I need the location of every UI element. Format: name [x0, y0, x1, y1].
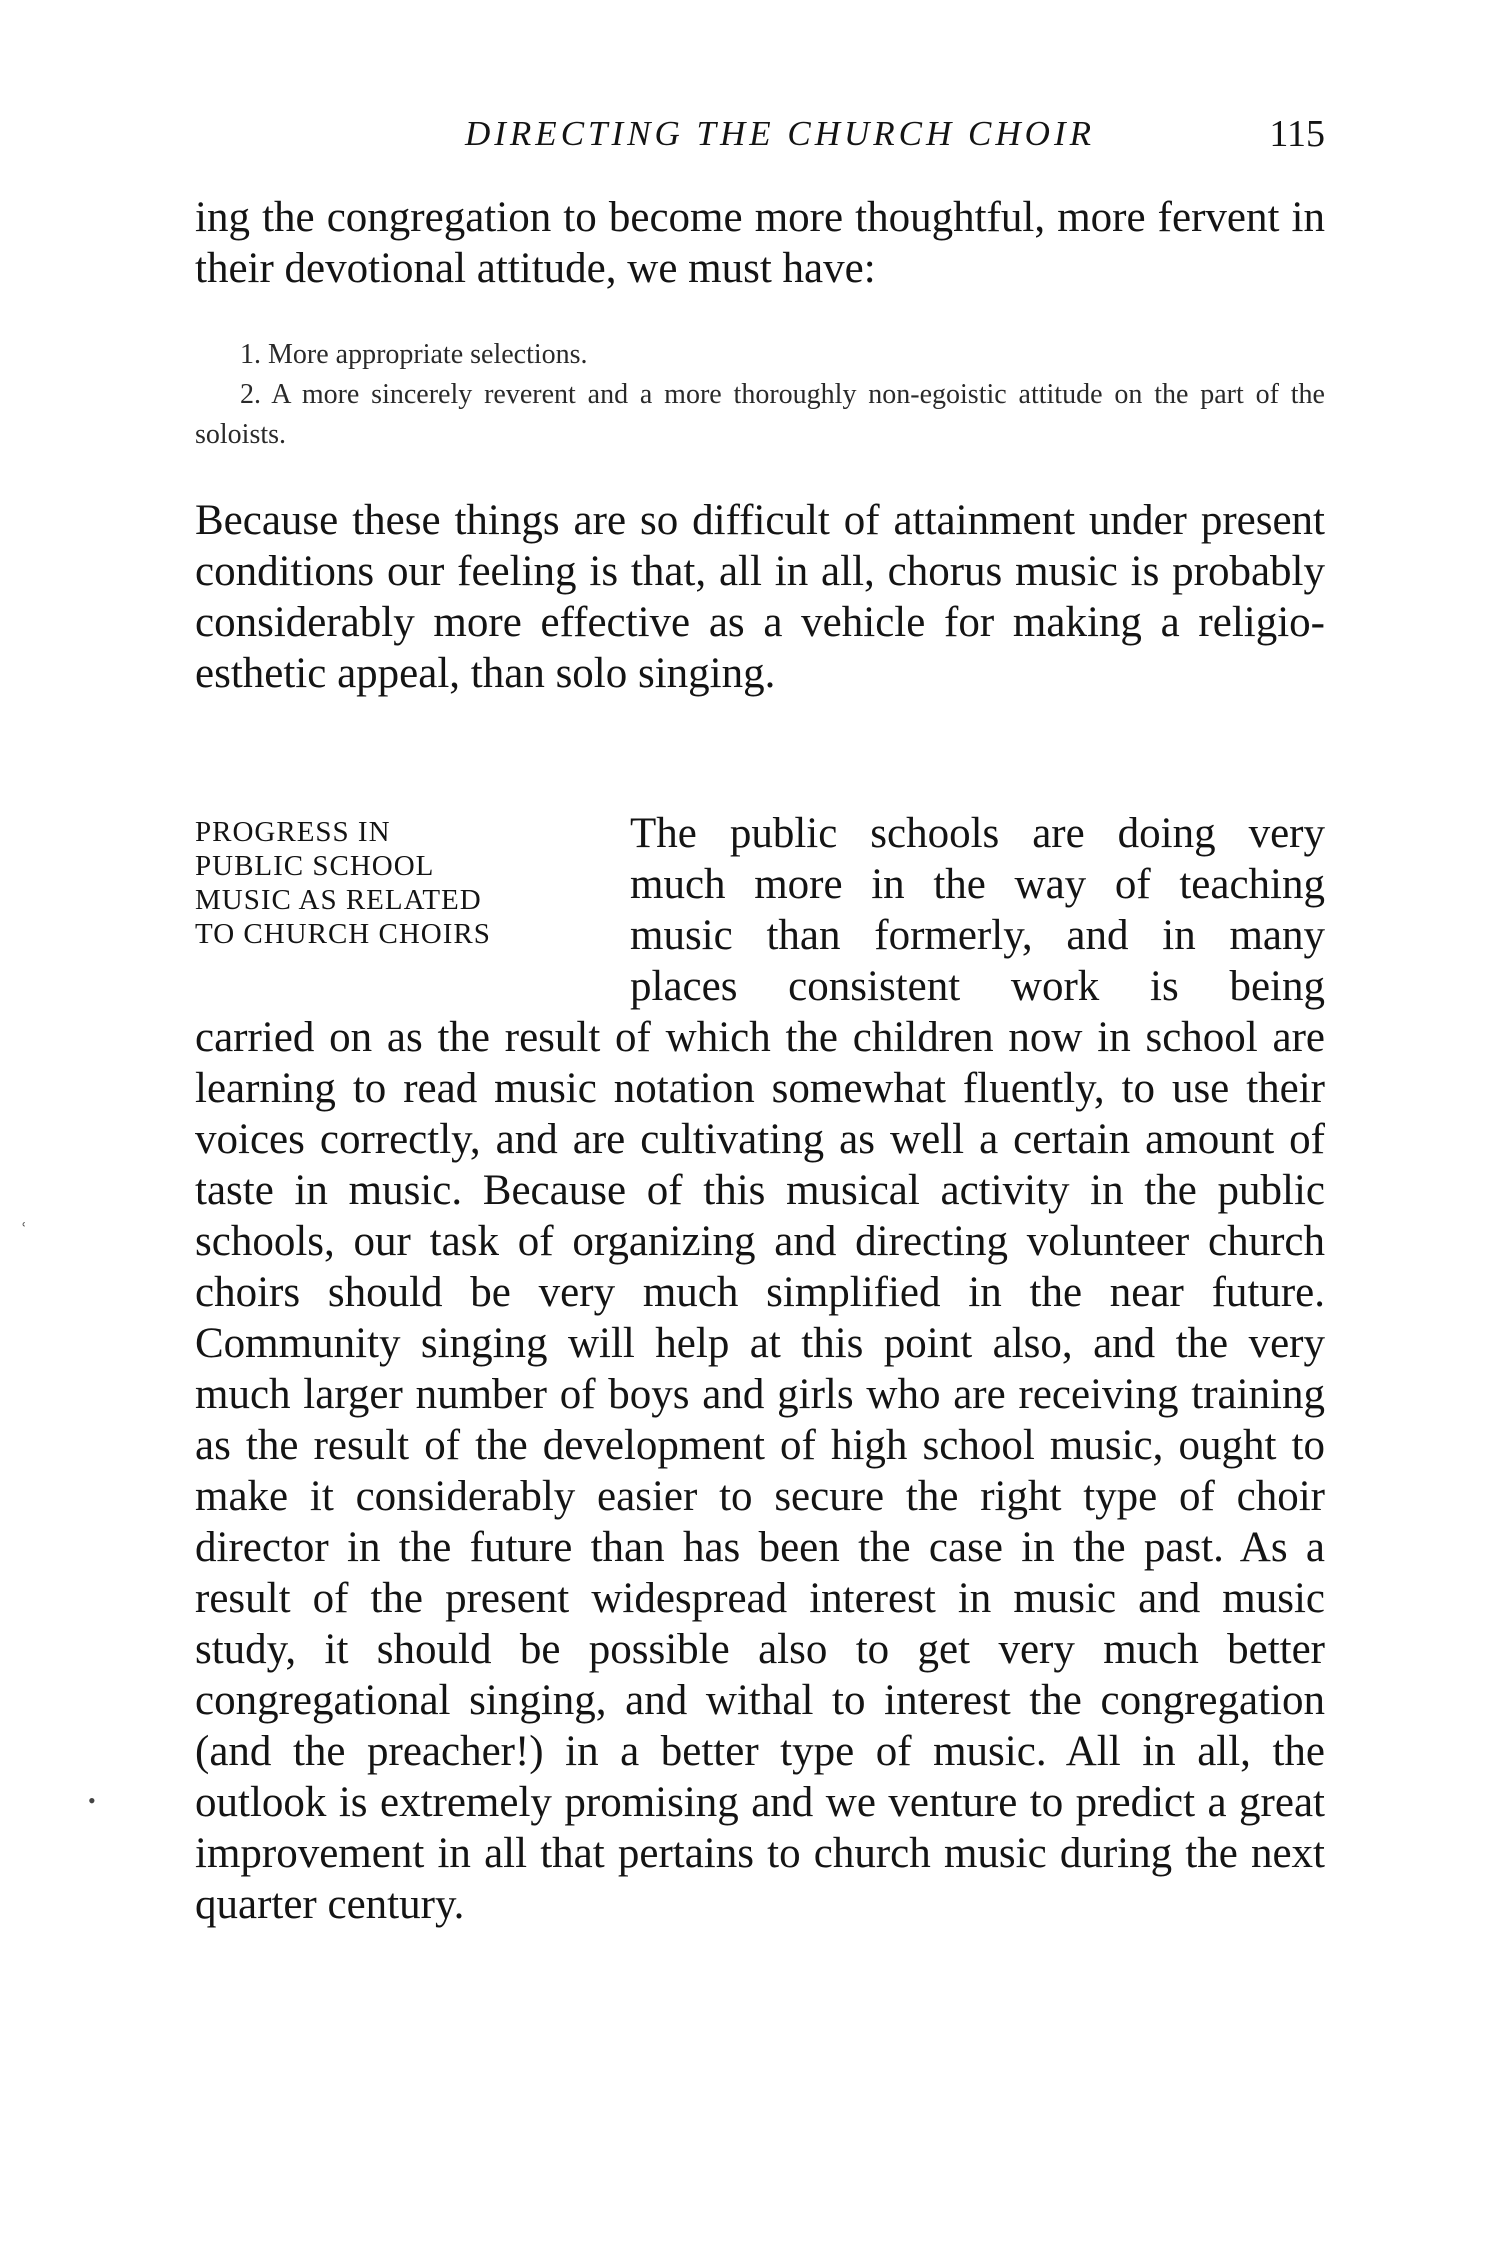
intro-paragraph: ing the congregation to become more thoughtful, more fervent in their devotional attitude, we must have:: [195, 194, 1325, 292]
opening-line: places consistent work is being: [630, 963, 1325, 1010]
side-heading-line: MUSIC AS RELATED: [195, 884, 482, 916]
scan-mark: ʿ: [20, 1218, 28, 1243]
side-heading-line: PROGRESS IN: [195, 816, 391, 848]
progress-paragraph-continuation: carried on as the result of which the children now in school are learning to read music notation somewhat fluently, to use their voices correctly, and are cultivating as well a certain amount of taste in music. Because of this musical activity in the public schools, our task of organizing and directing volunteer church choirs should be very much simplified in the near future. Community singing will help at this point also, and the very much larger number of boys and girls who are receiving training as the result of the development of high school music, ought to make it considerably easier to secure the right type of choir director in the future than has been the case in the past. As a result of the present widespread interest in music and music study, it should be possible also to get very much better congregational singing, and withal to interest the congregation (and the preacher!) in a better type of music. All in all, the outlook is extremely promising and we venture to predict a great improvement in all that pertains to church music during the next quarter century.: [195, 1014, 1325, 1928]
opening-line: music than formerly, and in many: [630, 912, 1325, 959]
side-heading: [195, 815, 615, 951]
running-title: DIRECTING THE CHURCH CHOIR: [465, 114, 1095, 153]
requirements-list: [195, 335, 1325, 455]
running-head: [195, 108, 1325, 168]
progress-paragraph-opening: [630, 808, 1325, 1012]
list-item: 1. More appropriate selections.: [240, 339, 588, 370]
side-heading-line: TO CHURCH CHOIRS: [195, 918, 491, 950]
scan-mark: •: [88, 1788, 96, 1813]
side-heading-line: PUBLIC SCHOOL: [195, 850, 435, 882]
page-number: 115: [1269, 113, 1325, 155]
list-item: 2. A more sincerely reverent and a more thoroughly non-egoistic attitude on the part of the soloists.: [195, 379, 1325, 450]
opening-line: The public schools are doing very: [630, 810, 1325, 857]
opening-line: much more in the way of teaching: [630, 861, 1325, 908]
chorus-paragraph: Because these things are so difficult of attainment under present conditions our feeling is that, all in all, chorus music is probably considerably more effective as a vehicle for making a religio-esthetic appeal, than solo singing.: [195, 497, 1325, 697]
